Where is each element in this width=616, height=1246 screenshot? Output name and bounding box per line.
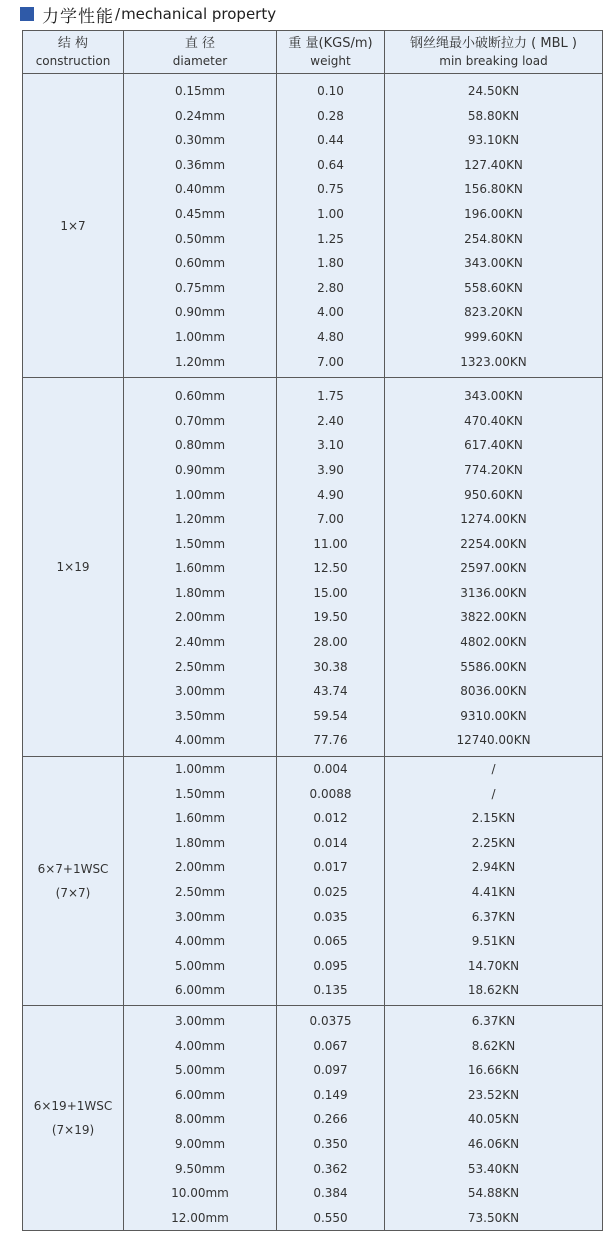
- mbl-value: 3136.00KN: [460, 585, 527, 600]
- diameter-value: 1.60mm: [174, 561, 226, 576]
- weight-cell: [277, 1005, 385, 1230]
- mbl-value: 2.15KN: [471, 811, 516, 826]
- diameter-value: 10.00mm: [171, 1186, 229, 1201]
- mbl-value: 558.60KN: [464, 280, 523, 295]
- mbl-value: 1323.00KN: [460, 354, 527, 369]
- diameter-value: 4.00mm: [174, 1038, 226, 1053]
- diameter-value: 8.00mm: [174, 1112, 226, 1127]
- table-header-row: [23, 31, 603, 74]
- construction-label: (7×7): [55, 886, 91, 900]
- diameter-value: 1.20mm: [174, 354, 226, 369]
- diameter-value: 0.40mm: [174, 182, 226, 197]
- weight-value: 43.74: [313, 684, 348, 699]
- weight-value: 7.00: [317, 512, 344, 527]
- weight-value: 0.065: [313, 934, 348, 949]
- mbl-value: 6.37KN: [471, 1013, 516, 1028]
- diameter-value: 0.90mm: [174, 462, 226, 477]
- diameter-cell: [124, 74, 277, 378]
- mbl-value: 343.00KN: [464, 389, 523, 404]
- weight-value: 4.80: [317, 329, 344, 344]
- weight-value: 1.75: [317, 389, 344, 404]
- diameter-value: 0.75mm: [174, 280, 226, 295]
- weight-value: 28.00: [313, 635, 348, 650]
- table-group-row: [23, 74, 603, 378]
- weight-value: 0.384: [313, 1186, 348, 1201]
- mbl-cell: [385, 74, 603, 378]
- weight-value: 4.90: [317, 487, 344, 502]
- mbl-value: 343.00KN: [464, 256, 523, 271]
- weight-value: 15.00: [313, 585, 348, 600]
- weight-value: 59.54: [313, 708, 348, 723]
- mbl-value: 1274.00KN: [460, 512, 527, 527]
- construction-cell: [23, 378, 124, 757]
- weight-value: 12.50: [313, 561, 348, 576]
- diameter-value: 2.50mm: [174, 659, 226, 674]
- mechanical-property-table: [22, 30, 603, 1231]
- weight-value: 0.0375: [309, 1013, 352, 1028]
- header-weight-en: weight: [310, 54, 351, 68]
- mbl-value: 93.10KN: [467, 133, 520, 148]
- diameter-value: 0.24mm: [174, 108, 226, 123]
- weight-value: 0.0088: [309, 786, 352, 801]
- mbl-value: 156.80KN: [464, 182, 523, 197]
- mbl-value: 14.70KN: [467, 958, 520, 973]
- diameter-value: 0.15mm: [174, 84, 226, 98]
- mbl-value: 58.80KN: [467, 108, 520, 123]
- mbl-value: 53.40KN: [467, 1161, 520, 1176]
- header-diameter: [124, 31, 277, 74]
- mbl-value: 12740.00KN: [456, 733, 531, 748]
- mbl-value: 4802.00KN: [460, 635, 527, 650]
- diameter-value: 0.70mm: [174, 413, 226, 428]
- weight-value: 11.00: [313, 536, 348, 551]
- diameter-value: 2.50mm: [174, 885, 226, 899]
- mbl-value: 73.50KN: [467, 1210, 520, 1225]
- title-separator: /: [115, 5, 121, 23]
- diameter-value: 1.20mm: [174, 512, 226, 527]
- mbl-cell: [385, 1005, 603, 1230]
- diameter-value: 0.45mm: [174, 206, 226, 221]
- mbl-value: 6.37KN: [471, 909, 516, 924]
- weight-value: 0.004: [313, 762, 348, 777]
- construction-cell: [23, 757, 124, 1006]
- diameter-value: 0.36mm: [174, 157, 226, 172]
- weight-value: 30.38: [313, 659, 348, 674]
- diameter-value: 0.90mm: [174, 305, 226, 320]
- construction-label: 6×19+1WSC: [33, 1099, 113, 1114]
- diameter-value: 0.60mm: [174, 389, 226, 404]
- diameter-value: 1.60mm: [174, 811, 226, 826]
- diameter-value: 0.60mm: [174, 256, 226, 271]
- header-mbl-en: min breaking load: [439, 54, 548, 68]
- table-group-row: [23, 1005, 603, 1230]
- weight-cell: [277, 757, 385, 1006]
- header-construction-en: construction: [35, 54, 111, 68]
- weight-value: 3.10: [317, 438, 344, 453]
- header-diameter-cn: 直 径: [184, 36, 216, 51]
- weight-cell: [277, 74, 385, 378]
- diameter-value: 3.00mm: [174, 909, 226, 924]
- mbl-value: 9310.00KN: [460, 708, 527, 723]
- mbl-value: /: [491, 762, 496, 777]
- header-weight-cn: 重 量(KGS/m): [288, 36, 373, 51]
- header-mbl-cn: 钢丝绳最小破断拉力 ( MBL ): [410, 36, 577, 51]
- header-diameter-en: diameter: [172, 54, 228, 68]
- mbl-value: 9.51KN: [471, 934, 516, 949]
- weight-value: 0.44: [317, 133, 344, 148]
- diameter-cell: [124, 757, 277, 1006]
- mbl-value: 950.60KN: [464, 487, 523, 502]
- mbl-value: 2.94KN: [471, 860, 516, 875]
- mbl-value: 23.52KN: [467, 1087, 520, 1102]
- weight-value: 0.095: [313, 958, 348, 973]
- mbl-cell: [385, 757, 603, 1006]
- diameter-cell: [124, 378, 277, 757]
- weight-value: 0.28: [317, 108, 344, 123]
- mbl-value: 24.50KN: [467, 84, 520, 98]
- title-english: mechanical property: [121, 5, 277, 23]
- header-mbl: [385, 31, 603, 74]
- weight-value: 0.097: [313, 1063, 348, 1078]
- diameter-value: 1.00mm: [174, 329, 226, 344]
- construction-label: 1×7: [60, 218, 86, 233]
- weight-value: 2.80: [317, 280, 344, 295]
- diameter-value: 0.50mm: [174, 231, 226, 246]
- header-construction: [23, 31, 124, 74]
- diameter-value: 9.50mm: [174, 1161, 226, 1176]
- diameter-value: 6.00mm: [174, 1087, 226, 1102]
- weight-value: 3.90: [317, 462, 344, 477]
- diameter-value: 9.00mm: [174, 1136, 226, 1151]
- mbl-value: 3822.00KN: [460, 610, 527, 625]
- mbl-value: 2597.00KN: [460, 561, 527, 576]
- mbl-value: 617.40KN: [464, 438, 523, 453]
- section-title: [20, 4, 277, 27]
- mbl-value: 54.88KN: [467, 1186, 520, 1201]
- weight-value: 0.014: [313, 835, 348, 850]
- diameter-value: 1.00mm: [174, 487, 226, 502]
- weight-value: 2.40: [317, 413, 344, 428]
- mbl-value: 40.05KN: [467, 1112, 520, 1127]
- mbl-value: 127.40KN: [464, 157, 523, 172]
- construction-cell: [23, 74, 124, 378]
- construction-cell: [23, 1005, 124, 1230]
- mbl-value: 18.62KN: [467, 983, 520, 998]
- construction-label: 6×7+1WSC: [37, 862, 109, 876]
- diameter-value: 5.00mm: [174, 958, 226, 973]
- diameter-value: 2.00mm: [174, 860, 226, 875]
- diameter-value: 1.00mm: [174, 762, 226, 777]
- weight-value: 0.266: [313, 1112, 348, 1127]
- weight-value: 0.135: [313, 983, 348, 998]
- mbl-value: 5586.00KN: [460, 659, 527, 674]
- diameter-value: 2.00mm: [174, 610, 226, 625]
- diameter-value: 3.00mm: [174, 1013, 226, 1028]
- weight-value: 0.362: [313, 1161, 348, 1176]
- mbl-value: 470.40KN: [464, 413, 523, 428]
- weight-value: 0.067: [313, 1038, 348, 1053]
- diameter-value: 1.80mm: [174, 835, 226, 850]
- weight-value: 0.012: [313, 811, 348, 826]
- mbl-value: 2.25KN: [471, 835, 516, 850]
- diameter-value: 0.80mm: [174, 438, 226, 453]
- diameter-value: 6.00mm: [174, 983, 226, 998]
- mbl-value: 823.20KN: [464, 305, 523, 320]
- diameter-value: 4.00mm: [174, 934, 226, 949]
- mbl-value: 16.66KN: [467, 1063, 520, 1078]
- weight-value: 0.017: [313, 860, 348, 875]
- mbl-value: 999.60KN: [464, 329, 523, 344]
- table-group-row: [23, 378, 603, 757]
- weight-value: 1.25: [317, 231, 344, 246]
- table-group-row: [23, 757, 603, 1006]
- construction-label: (7×19): [51, 1123, 95, 1138]
- title-square-icon: [20, 7, 34, 21]
- mbl-value: 254.80KN: [464, 231, 523, 246]
- mbl-value: /: [491, 786, 496, 801]
- mbl-value: 196.00KN: [464, 206, 523, 221]
- weight-value: 0.025: [313, 885, 348, 899]
- mbl-value: 8036.00KN: [460, 684, 527, 699]
- construction-label: 1×19: [56, 560, 90, 575]
- header-weight: [277, 31, 385, 74]
- weight-value: 7.00: [317, 354, 344, 369]
- mbl-value: 46.06KN: [467, 1136, 520, 1151]
- weight-value: 0.10: [317, 84, 344, 98]
- diameter-value: 1.50mm: [174, 536, 226, 551]
- mbl-value: 8.62KN: [471, 1038, 516, 1053]
- mbl-cell: [385, 378, 603, 757]
- weight-value: 0.75: [317, 182, 344, 197]
- header-construction-cn: 结 构: [57, 36, 89, 51]
- weight-value: 0.035: [313, 909, 348, 924]
- diameter-value: 2.40mm: [174, 635, 226, 650]
- weight-value: 1.00: [317, 206, 344, 221]
- weight-cell: [277, 378, 385, 757]
- weight-value: 19.50: [313, 610, 348, 625]
- diameter-cell: [124, 1005, 277, 1230]
- weight-value: 0.350: [313, 1136, 348, 1151]
- diameter-value: 5.00mm: [174, 1063, 226, 1078]
- mbl-value: 4.41KN: [471, 885, 516, 899]
- diameter-value: 4.00mm: [174, 733, 226, 748]
- diameter-value: 3.50mm: [174, 708, 226, 723]
- diameter-value: 1.80mm: [174, 585, 226, 600]
- weight-value: 0.550: [313, 1210, 348, 1225]
- diameter-value: 1.50mm: [174, 786, 226, 801]
- weight-value: 1.80: [317, 256, 344, 271]
- mbl-value: 774.20KN: [464, 462, 523, 477]
- diameter-value: 0.30mm: [174, 133, 226, 148]
- diameter-value: 12.00mm: [171, 1210, 229, 1225]
- weight-value: 0.149: [313, 1087, 348, 1102]
- weight-value: 4.00: [317, 305, 344, 320]
- weight-value: 0.64: [317, 157, 344, 172]
- diameter-value: 3.00mm: [174, 684, 226, 699]
- weight-value: 77.76: [313, 733, 348, 748]
- title-chinese: 力学性能: [42, 6, 114, 27]
- mbl-value: 2254.00KN: [460, 536, 527, 551]
